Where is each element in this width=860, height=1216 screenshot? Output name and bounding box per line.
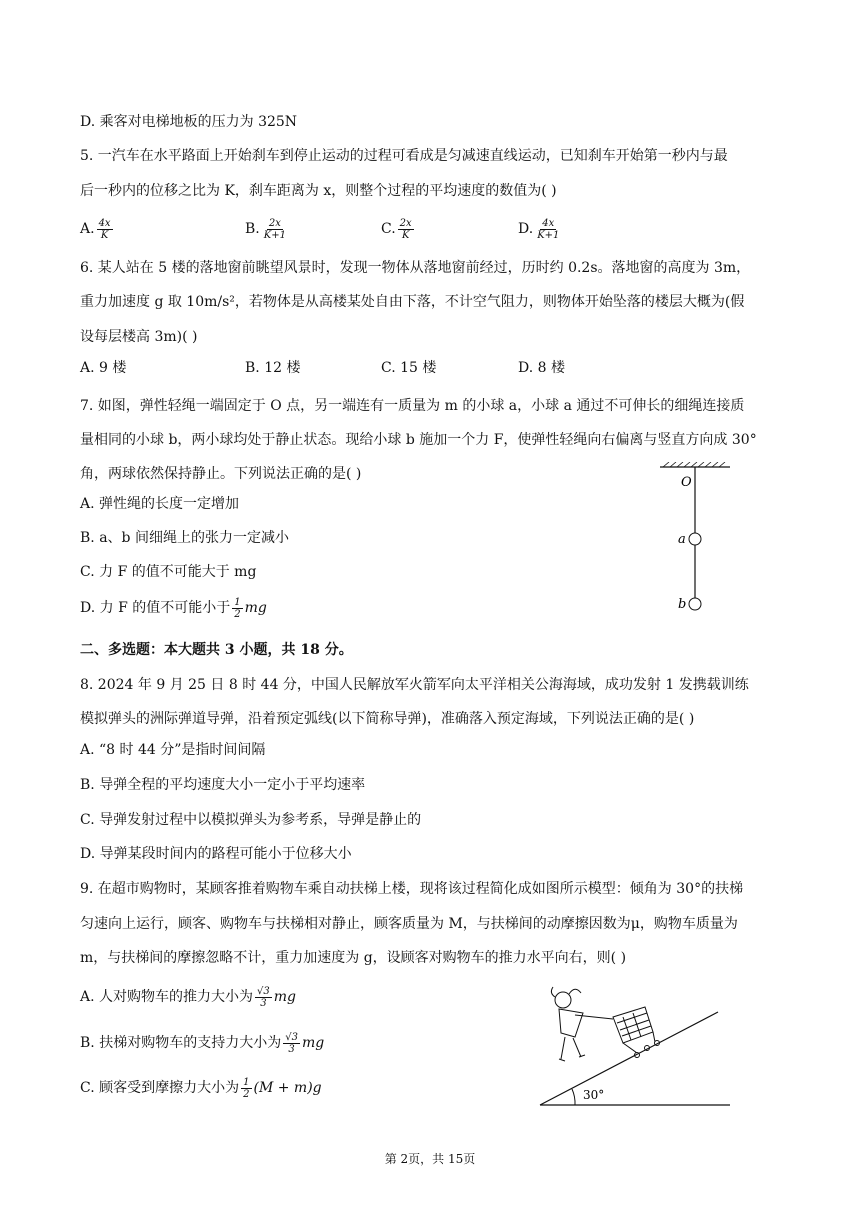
shopping-cart — [613, 1007, 660, 1058]
customer-figure — [551, 987, 613, 1061]
q8-stem-line1: 8. 2024 年 9 月 25 日 8 时 44 分，中国人民解放军火箭军向太平洋相关公海海域，成功发射 1 发携载训练 — [80, 677, 749, 693]
q5-option-a: A. $\frac{4x}{K}$ — [80, 217, 111, 241]
label-a: a — [678, 532, 686, 547]
page-footer: 第 2页，共 15页 — [384, 1152, 476, 1166]
ball-a — [689, 533, 701, 545]
angle-label: 30° — [583, 1088, 605, 1102]
q6-stem-line2: 重力加速度 g 取 10m/s²，若物体是从高楼某处自由下落，不计空气阻力，则物体开始坠落的楼层大概为(假 — [80, 294, 745, 310]
q5-stem-line2: 后一秒内的位移之比为 K，刹车距离为 x，则整个过程的平均速度的数值为( ) — [80, 183, 557, 199]
q9-option-c: C. 顾客受到摩擦力大小为 $\frac{1}{2}$ (M + m)g — [80, 1076, 322, 1100]
q6-option-c: C. 15 楼 — [381, 360, 437, 376]
q6-option-b: B. 12 楼 — [245, 360, 301, 376]
q8-option-a: A. “8 时 44 分”是指时间间隔 — [80, 742, 266, 758]
q7-stem-line1: 7. 如图，弹性轻绳一端固定于 O 点，另一端连有一质量为 m 的小球 a，小球 a 通过不可伸长的细绳连接质 — [80, 398, 745, 414]
q8-option-b: B. 导弹全程的平均速度大小一定小于平均速率 — [80, 777, 366, 793]
q5-stem-line1: 5. 一汽车在水平路面上开始刹车到停止运动的过程可看成是匀减速直线运动，已知刹车开始第一秒内与最 — [80, 148, 728, 164]
q8-stem-line2: 模拟弹头的洲际弹道导弹，沿着预定弧线(以下简称导弹)，准确落入预定海域，下列说法正确的是( ) — [80, 711, 695, 727]
q5-option-c: C. $\frac{2x}{K}$ — [381, 217, 412, 241]
label-o: O — [681, 475, 692, 490]
q6-option-a: A. 9 楼 — [80, 360, 127, 376]
q7-stem-line3: 角，两球依然保持静止。下列说法正确的是( ) — [80, 466, 362, 482]
q5-option-b: B. $\frac{2x}{K+1}$ — [245, 217, 286, 241]
q7-option-d: D. 力 F 的值不可能小于 $\frac{1}{2}$ mg — [80, 596, 267, 620]
q7-option-a: A. 弹性绳的长度一定增加 — [80, 496, 240, 512]
q9-option-a: A. 人对购物车的推力大小为 $\frac{√3}{3}$ mg — [80, 985, 296, 1009]
angle-arc — [572, 1089, 575, 1105]
q6-option-d: D. 8 楼 — [518, 360, 565, 376]
q6-stem-line1: 6. 某人站在 5 楼的落地窗前眺望风景时，发现一物体从落地窗前经过，历时约 0.2s。落地窗的高度为 3m， — [80, 260, 751, 276]
q7-option-b: B. a、b 间细绳上的张力一定减小 — [80, 530, 289, 546]
q8-option-d: D. 导弹某段时间内的路程可能小于位移大小 — [80, 846, 352, 862]
q7-option-c: C. 力 F 的值不可能大于 mg — [80, 564, 257, 580]
q7-figure — [655, 462, 735, 622]
q7-stem-line2: 量相同的小球 b，两小球均处于静止状态。现给小球 b 施加一个力 F，使弹性轻绳向右偏离与竖直方向成 30° — [80, 432, 757, 448]
q6-stem-line3: 设每层楼高 3m)( ) — [80, 329, 198, 345]
q9-stem-line1: 9. 在超市购物时，某顾客推着购物车乘自动扶梯上楼，现将该过程简化成如图所示模型：倾角为 30°的扶梯 — [80, 881, 744, 897]
ball-b — [689, 598, 701, 610]
q9-escalator-figure — [535, 985, 735, 1110]
q9-option-b: B. 扶梯对购物车的支持力大小为 $\frac{√3}{3}$ mg — [80, 1031, 325, 1055]
q9-stem-line3: m，与扶梯间的摩擦忽略不计，重力加速度为 g，设顾客对购物车的推力水平向右，则( ) — [80, 950, 627, 966]
q5-option-d: D. $\frac{4x}{K+1}$ — [518, 217, 560, 241]
q4-option-d: D. 乘客对电梯地板的压力为 325N — [80, 114, 298, 130]
q8-option-c: C. 导弹发射过程中以模拟弹头为参考系，导弹是静止的 — [80, 812, 422, 828]
section-title-multiple-choice: 二、多选题：本大题共 3 小题，共 18 分。 — [80, 642, 353, 658]
q9-stem-line2: 匀速向上运行，顾客、购物车与扶梯相对静止，顾客质量为 M，与扶梯间的动摩擦因数为μ，购物车质量为 — [80, 916, 738, 932]
label-b: b — [678, 597, 687, 612]
ceiling-hatch — [663, 462, 725, 467]
